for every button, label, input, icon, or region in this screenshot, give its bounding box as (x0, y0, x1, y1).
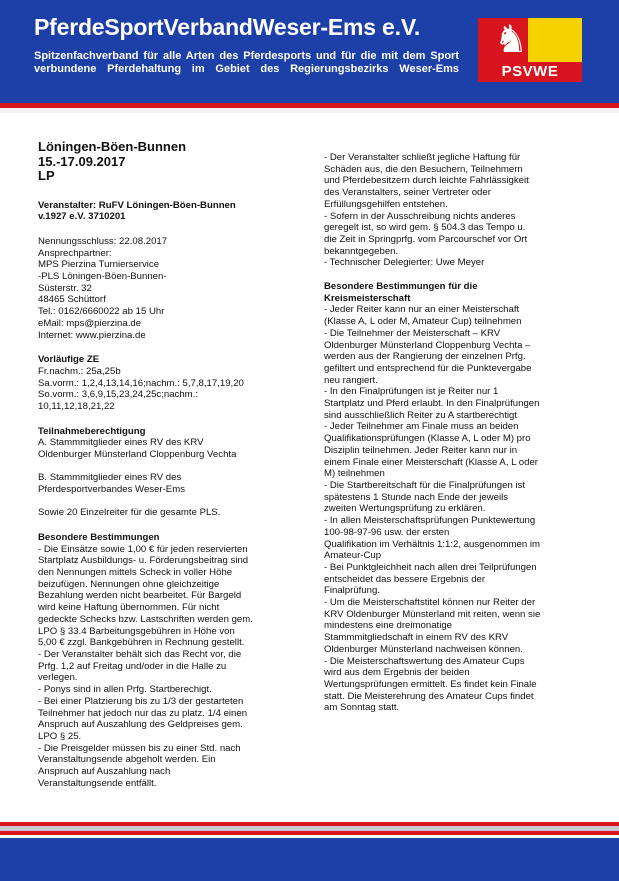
event-title-line: 15.-17.09.2017 (38, 153, 126, 169)
eligibility-b: B. Stammmitglieder eines RV des Pferdesportverbandes Weser-Ems (38, 471, 185, 495)
psvwe-logo (478, 18, 582, 82)
document-body (38, 140, 588, 800)
eligibility-heading: Teilnahmeberechtigung (38, 425, 146, 437)
subtitle-line-2: verbundene Pferdehaltung im Gebiet des Regierungsbezirks Weser-Ems (34, 63, 459, 75)
page-header (0, 0, 619, 103)
horse-icon: ♞ (494, 19, 529, 61)
event-title-line: Löningen-Böen-Bunnen (38, 139, 187, 154)
championship-heading: Besondere Bestimmungen für die Kreismeisterschaft (324, 281, 478, 304)
ze-heading: Vorläufige ZE (38, 354, 100, 366)
organizer: Veranstalter: RuFV Löningen-Böen-Bunnen v.1927 e.V. 3710201 (38, 199, 236, 223)
footer-blue-band (0, 838, 619, 881)
logo-text: PSVWE (478, 62, 582, 82)
individual-riders: Sowie 20 Einzelreiter für die gesamte PLS. (38, 507, 221, 519)
liability-text: - Der Veranstalter schließt jegliche Haftung für Schäden aus, die den Besuchern, Teilnehmern und Pferdebesitzern durch leichte Fahrlässigkeit des Veranstalters, seiner Vertreter oder Erfüllungsgehilfen entstehen. - Sofern in der Ausschreibung nichts anderes geregelt ist, so wird gem. § 504.3 das Tempo u. die Zeit in Springprfg. vom Parcourschef vor Ort bekanntgegeben. - Technischer Delegierter: Uwe Meyer (324, 152, 529, 269)
eligibility-a: A. Stammmitglieder eines RV des KRV Oldenburger Münsterland Cloppenburg Vechta (38, 437, 237, 461)
footer-red-stripe (0, 831, 619, 835)
organization-title: PferdeSportVerbandWeser-Ems e.V. (34, 14, 421, 40)
ze-text: Fr.nachm.: 25a,25b Sa.vorm.: 1,2,4,13,14,16;nachm.: 5,7,8,17,19,20 So.vorm.: 3,6,9,15,23,24,25c;nachm.: 10,11,12,18,21,22 (38, 365, 244, 413)
organization-subtitle (34, 50, 459, 76)
right-column (324, 152, 554, 714)
championship-text: - Jeder Reiter kann nur an einer Meisterschaft (Klasse A, L oder M, Amateur Cup) teilnehmen - Die Teilnehmer der Meisterschaft – KRV Oldenburger Münsterland Cloppenburg Vechta – werden aus der Rangierung der einzelnen Prfg. gefiltert und entsprechend für die Punktevergabe neu rangiert. - In den Finalprüfungen ist je Reiter nur 1 Startplatz und Pferd erlaubt. In den Finalprüfungen sind ausschließlich Reiter zu A startberechtigt - Jeder Teilnehmer am Finale muss an beiden Qualifikationsprüfungen (Klasse A, L oder M) pro Disziplin teilnehmen. Jeder Reiter kann nur in einem Finale einer Meisterschaft (Klasse A, L oder M) teilnehmen - Die Startbereitschaft für die Finalprüfungen ist spätestens 1 Stunde nach Ende der jeweils zweiten Wertungsprüfung zu erklären. - In allen Meisterschaftsprüfungen Punktewertung 100-98-97-96 usw. der ersten Qualifikation im Verhältnis 1:1:2, ausgenommen im Amateur-Cup - Bei Punktgleichheit nach allen drei Teilprüfungen entscheidet das bessere Ergebnis der Finalprüfung. - Um die Meisterschaftstitel können nur Reiter der KRV Oldenburger Münsterland mit reiten, wenn sie mindestens eine dreimonatige Stammmitgliedschaft in einem RV des KRV Oldenburger Münsterland nachweisen können. - Die Meisterschaftswertung des Amateur Cups wird aus dem Ergebnis der beiden Wertungsprüfungen ermittelt. Es findet kein Finale statt. Die Meisterehrung des Amateur Cups findet am Sonntag statt. (324, 304, 541, 714)
contact-info: Nennungsschluss: 22.08.2017 Ansprechpartner: MPS Pierzina Turnierservice -PLS Löningen-Böen-Bunnen- Süsterstr. 32 48465 Schüttorf Tel.: 0162/6660022 ab 15 Uhr eMail: mps@pierzina.de Internet: www.pierzina.de (38, 235, 168, 341)
header-light-stripe (0, 108, 619, 113)
event-title (38, 140, 270, 184)
subtitle-line-1: Spitzenfachverband für alle Arten des Pferdesports und für die mit dem Sport (34, 50, 459, 62)
event-title-line: LP (38, 168, 55, 183)
special-heading: Besondere Bestimmungen (38, 531, 160, 543)
left-column (38, 140, 270, 789)
special-text: - Die Einsätze sowie 1,00 € für jeden reservierten Startplatz Ausbildungs- u. Förderungsbeitrag sind den Nennungen mittels Scheck in voller Höhe beizufügen. Nennungen ohne gleichzeitige Bezahlung werden nicht bearbeitet. Für Bargeld wird keine Haftung übernommen. Für nicht gedeckte Schecks bzw. Lastschriften werden gem. LPO § 33.4 Barbeitungsgebühren in Höhe von 5,00 € zzgl. Bankgebühren in Rechnung gestellt. - Der Veranstalter behält sich das Recht vor, die Prfg. 1,2 auf Freitag und/oder in die Halle zu verlegen. - Ponys sind in allen Prfg. Startberechigt. - Bei einer Platzierung bis zu 1/3 der gestarteten Teilnehmer hat jedoch nur das zu platz. 1/4 einen Anspruch auf Auszahlung des Geldpreises gem. LPO § 25. - Die Preisgelder müssen bis zu einer Std. nach Veranstaltungsende abgeholt werden. Ein Anspruch auf Auszahlung nach Veranstaltungsende entfällt. (38, 543, 253, 789)
